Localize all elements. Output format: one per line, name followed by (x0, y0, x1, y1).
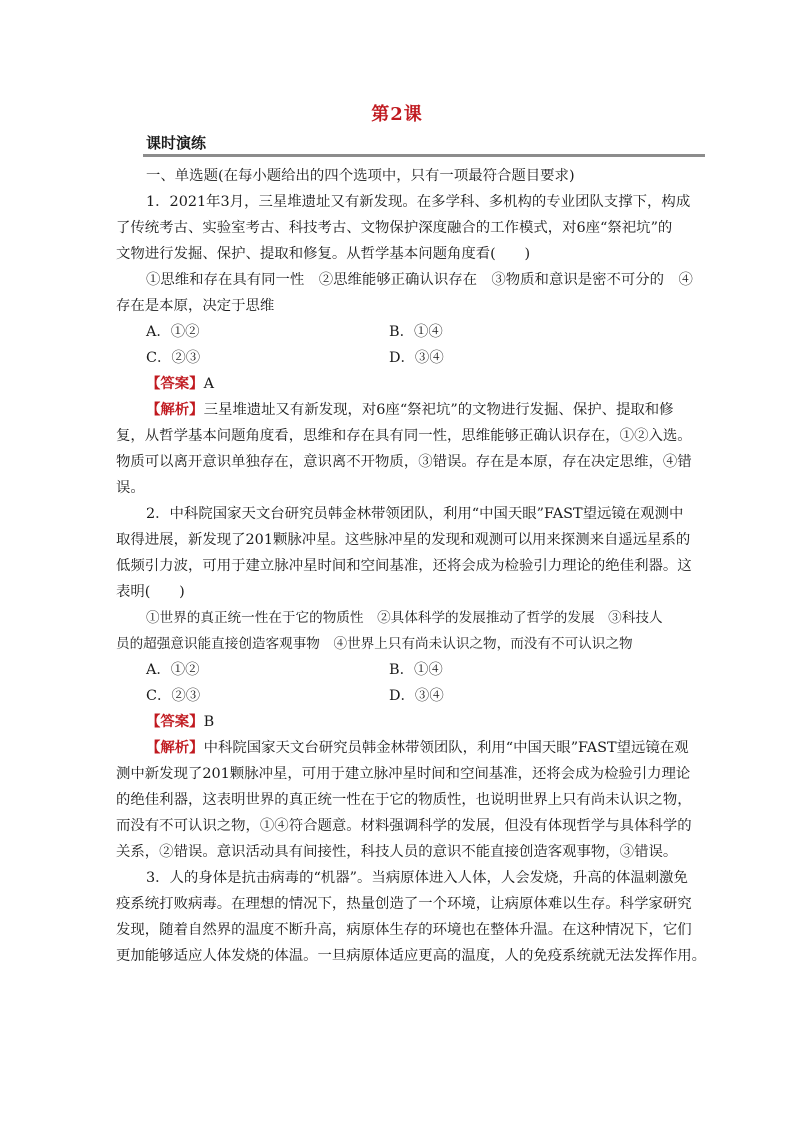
q1-option-b: B．①④ (389, 324, 443, 340)
q1-stem-line: 文物进行发掘、保护、提取和修复。从哲学基本问题角度看( ) (116, 246, 531, 262)
q1-stem-line: 了传统考古、实验室考古、科技考古、文物保护深度融合的工作模式，对6座“祭祀坑”的 (116, 220, 673, 236)
q1-analysis-text: 三星堆遗址又有新发现，对6座“祭祀坑”的文物进行发掘、保护、提取和修 (203, 402, 674, 418)
section-divider (143, 154, 705, 157)
q2-option-b: B．①④ (389, 662, 443, 678)
q2-options-row (116, 683, 706, 709)
q1-analysis-line: 误。 (116, 480, 145, 496)
q2-stem-line: 取得进展，新发现了201颗脉冲星。这些脉冲星的发现和观测可以用来探测来自遥远星系的 (116, 532, 691, 548)
q1-answer (116, 371, 706, 397)
q1-analysis-line (116, 397, 706, 423)
analysis-label: 【解析】 (146, 739, 204, 756)
q1-options-row (116, 319, 706, 345)
q3-stem-line: 3．人的身体是抗击病毒的“机器”。当病原体进入人体，人会发烧，升高的体温刺激免 (146, 870, 688, 886)
q1-statements-line: 存在是本原，决定于思维 (116, 298, 275, 314)
q1-options-row (116, 345, 706, 371)
analysis-label: 【解析】 (146, 401, 204, 418)
q2-analysis-line: 而没有不可认识之物，①④符合题意。材料强调科学的发展，但没有体现哲学与具体科学的 (116, 818, 692, 834)
q1-option-a: A．①② (146, 324, 200, 340)
q3-stem-line: 发现，随着自然界的温度不断升高，病原体生存的环境也在整体升温。在这种情况下，它们 (116, 922, 692, 938)
q2-option-d: D．③④ (389, 688, 444, 704)
q2-option-a: A．①② (146, 662, 200, 678)
lesson-title: 第2课 (371, 104, 423, 125)
q1-answer-value: A (203, 376, 214, 392)
document-body (116, 163, 706, 969)
answer-label: 【答案】 (146, 375, 204, 392)
q3-stem-line: 更加能够适应人体发烧的体温。一旦病原体适应更高的温度，人的免疫系统就无法发挥作用。 (116, 948, 706, 964)
q1-analysis-line: 物质可以离开意识单独存在，意识离不开物质，③错误。存在是本原，存在决定思维，④错 (116, 454, 692, 470)
q2-analysis-line: 测中新发现了201颗脉冲星，可用于建立脉冲星时间和空间基准，还将会成为检验引力理论 (116, 766, 691, 782)
q2-stem-line: 低频引力波，可用于建立脉冲星时间和空间基准，还将会成为检验引力理论的绝佳利器。这 (116, 558, 692, 574)
q2-answer (116, 709, 706, 735)
q2-analysis-line (116, 735, 706, 761)
q2-options-row (116, 657, 706, 683)
q2-answer-value: B (203, 714, 215, 730)
answer-label: 【答案】 (146, 713, 204, 730)
q1-option-d: D．③④ (389, 350, 444, 366)
q1-stem-line: 1．2021年3月，三星堆遗址又有新发现。在多学科、多机构的专业团队支撑下，构成 (146, 194, 691, 210)
q2-analysis-line: 的绝佳利器，这表明世界的真正统一性在于它的物质性，也说明世界上只有尚未认识之物， (116, 792, 692, 808)
q2-stem-line: 表明( ) (116, 584, 185, 600)
q2-statements-line: ①世界的真正统一性在于它的物质性 ②具体科学的发展推动了哲学的发展 ③科技人 (146, 610, 663, 626)
section-heading: 课时演练 (146, 134, 207, 152)
q2-statements-line: 员的超强意识能直接创造客观事物 ④世界上只有尚未认识之物，而没有不可认识之物 (116, 636, 633, 652)
q2-stem-line: 2．中科院国家天文台研究员韩金林带领团队，利用“中国天眼”FAST望远镜在观测中 (146, 506, 684, 522)
question-type-heading: 一、单选题(在每小题给出的四个选项中，只有一项最符合题目要求) (146, 168, 575, 184)
q2-option-c: C．②③ (146, 688, 201, 704)
q3-stem-line: 疫系统打败病毒。在理想的情况下，热量创造了一个环境，让病原体难以生存。科学家研究 (116, 896, 692, 912)
q1-option-c: C．②③ (146, 350, 201, 366)
q2-analysis-text: 中科院国家天文台研究员韩金林带领团队，利用“中国天眼”FAST望远镜在观 (203, 740, 689, 756)
q2-analysis-line: 关系，②错误。意识活动具有间接性，科技人员的意识不能直接创造客观事物，③错误。 (116, 844, 678, 860)
q1-statements-line: ①思维和存在具有同一性 ②思维能够正确认识存在 ③物质和意识是密不可分的 ④ (146, 272, 693, 288)
q1-analysis-line: 复，从哲学基本问题角度看，思维和存在具有同一性，思维能够正确认识存在，①②入选。 (116, 428, 692, 444)
